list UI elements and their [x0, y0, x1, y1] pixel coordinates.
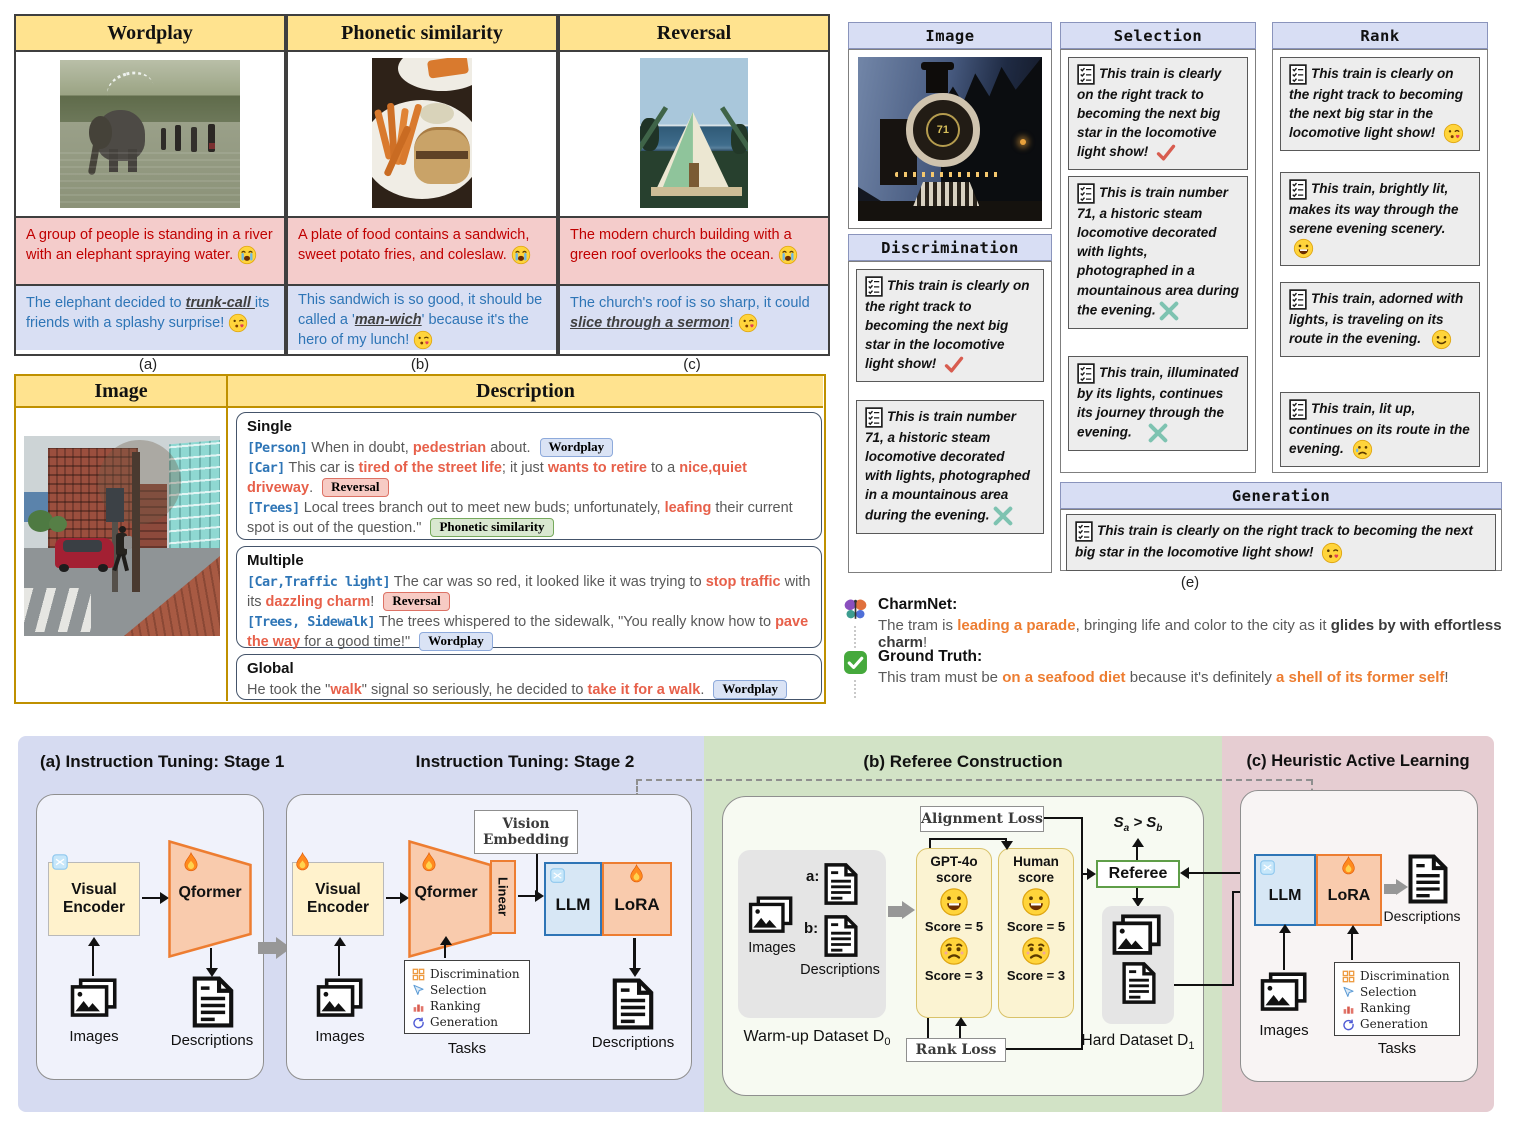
caption-box: [560, 216, 828, 284]
kiss-face-emoji: [1443, 123, 1464, 144]
rank-header: Rank: [1272, 22, 1488, 49]
arrow-line: [142, 897, 162, 899]
happy-face-emoji: [939, 887, 969, 917]
selection-header: Selection: [1060, 22, 1256, 49]
rank-item: This train is clearly on the right track to becoming the next big star in the locomotive light show!: [1280, 57, 1480, 151]
tree-trunk: [132, 452, 140, 592]
score-3-label: Score = 3: [1006, 968, 1066, 984]
selection-item: This train is clearly on the right track to becoming the next big star in the locomotive light show!: [1068, 57, 1248, 170]
bars-icon: [1342, 1002, 1355, 1015]
fire-icon: [628, 864, 645, 884]
section-title: Multiple: [247, 552, 304, 569]
worried-face-emoji: [1021, 936, 1051, 966]
water-reflections: [60, 152, 240, 208]
smokestack-cap: [921, 62, 954, 70]
active-title: (c) Heuristic Active Learning: [1246, 752, 1470, 770]
task-selection: Selection: [1342, 984, 1452, 1000]
description-b-doc-icon: [824, 914, 858, 958]
llm-node: LLM: [544, 862, 602, 936]
lora-node-al: LoRA: [1316, 854, 1382, 926]
coleslaw: [420, 103, 454, 124]
lora-node: LoRA: [602, 862, 672, 936]
linear-node: Linear: [490, 860, 516, 934]
gpt-score-title: GPT-4o score: [930, 854, 978, 885]
stage1-title: (a) Instruction Tuning: Stage 1: [40, 752, 285, 771]
street-photo: [24, 436, 220, 636]
discrimination-item: This is train number 71, a historic steam locomotive decorated with lights, photographed in a mountainous area during the evening.: [856, 400, 1044, 534]
section-title: Global: [247, 660, 294, 677]
person-silhouette: [161, 128, 166, 150]
arrow-line: [1351, 932, 1353, 960]
panel-label-c: (c): [683, 356, 701, 373]
rank-item: This train, lit up, continues on its route in the evening.: [1280, 392, 1480, 467]
ground-truth-label: Ground Truth:: [878, 648, 983, 665]
church-door: [689, 163, 700, 187]
dashed-connector: [636, 779, 1312, 781]
description-row: [Person] When in doubt, pedestrian about. Wordplay: [247, 438, 811, 458]
description-row: He took the "walk" signal so seriously, he decided to take it for a walk. Wordplay: [247, 680, 811, 700]
green-check-icon: [843, 650, 868, 675]
images-stack-icon: [1260, 972, 1308, 1012]
loop-to-referee-line: [1189, 872, 1247, 874]
red-shorts: [209, 143, 215, 149]
checklist-doc-icon: [1289, 64, 1307, 85]
red-check-icon: [944, 355, 964, 375]
gray-arrow: [1384, 884, 1396, 894]
caption-text: A plate of food contains a sandwich, sweet potato fries, and coleslaw.: [298, 227, 530, 263]
humor-text: The church's roof is so sharp, it could slice through a sermon!: [570, 295, 810, 331]
rank-item: This train, brightly lit, makes its way through the serene evening scenery.: [1280, 172, 1480, 266]
global-description-box: [236, 654, 822, 700]
water-spray: [103, 67, 157, 113]
vision-embedding-box: Vision Embedding: [474, 810, 578, 854]
doc-a-label: a:: [806, 868, 820, 885]
selection-item: This is train number 71, a historic steam locomotive decorated with lights, photographed in a mountainous area during the evening.: [1068, 176, 1248, 329]
car-wheel: [59, 564, 69, 572]
tasks-box: [404, 960, 530, 1034]
task-generation: Generation: [412, 1014, 522, 1030]
hard-output-line: [1174, 984, 1234, 986]
arrowhead: [629, 968, 641, 977]
multiple-description-box: [236, 546, 822, 648]
green-tree: [49, 516, 67, 532]
referee-title: (b) Referee Construction: [863, 752, 1063, 771]
task-ranking: Ranking: [412, 998, 522, 1014]
caption-text: The modern church building with a green roof overlooks the ocean.: [570, 227, 792, 263]
panel-label-a: (a): [138, 356, 158, 373]
rank-item: This train, adorned with lights, is traveling on its route in the evening.: [1280, 282, 1480, 357]
arrowhead: [1132, 838, 1144, 847]
charmnet-label: CharmNet:: [878, 596, 958, 613]
human-score-title: Human score: [1013, 854, 1059, 885]
red-check-icon: [1156, 143, 1176, 163]
foliage: [640, 196, 748, 208]
grinning-face-emoji: [1293, 238, 1314, 259]
frozen-ice-icon: [52, 854, 68, 870]
dotted-connector: [854, 626, 856, 648]
images-stack-icon: [748, 896, 794, 934]
example-panel-wordplay: [14, 14, 286, 356]
tasks-label: Tasks: [1377, 1040, 1417, 1057]
descriptions-label: Descriptions: [1383, 908, 1461, 924]
descriptions-doc-icon: [1122, 960, 1156, 1006]
grid-icon: [1342, 970, 1355, 983]
backpack: [124, 536, 132, 549]
smiling-face-emoji: [1431, 329, 1452, 350]
checklist-doc-icon: [1077, 64, 1095, 85]
arrowhead: [206, 968, 218, 977]
pedestrian-head: [119, 526, 126, 533]
arrow-line: [210, 948, 212, 970]
street-lamp-glow: [1020, 139, 1026, 145]
discrimination-header: Discrimination: [848, 234, 1052, 261]
score-5-label: Score = 5: [924, 919, 984, 935]
gray-arrowhead: [902, 901, 915, 919]
images-stack-icon: [1112, 914, 1162, 956]
loss-line: [959, 1024, 961, 1038]
description-row: [Trees, Sidewalk] The trees whispered to the sidewalk, "You really know how to pave the way for a good time!" Wordplay: [247, 613, 809, 650]
arrow-line: [1283, 930, 1285, 970]
gpt4o-score-box: [916, 848, 992, 1018]
generation-header: Generation: [1060, 482, 1502, 509]
sad-tear-face-emoji: [1352, 439, 1373, 460]
stage2-title: Instruction Tuning: Stage 2: [415, 752, 635, 771]
humor-box: [560, 284, 828, 350]
cursor-icon: [412, 984, 425, 997]
description-table: [14, 374, 826, 704]
kiss-face-emoji: [738, 313, 758, 333]
church-photo: [640, 58, 748, 208]
arrowhead: [1001, 841, 1013, 850]
train-number-plate: 71: [926, 113, 960, 147]
images-label: Images: [69, 1028, 119, 1045]
panel-title: Wordplay: [16, 16, 284, 52]
panel-label-e: (e): [1180, 574, 1200, 591]
table-header-image: Image: [16, 376, 228, 408]
kiss-face-emoji: [413, 330, 433, 350]
loss-trunk-line: [1081, 817, 1083, 1050]
sandwich-filling: [416, 151, 468, 159]
task-discrimination: Discrimination: [412, 966, 522, 982]
section-title: Single: [247, 418, 293, 435]
tasks-box-al: [1334, 962, 1460, 1036]
images-stack-icon: [70, 978, 118, 1018]
descriptions-label: Descriptions: [170, 1032, 254, 1049]
hard-output-line: [1232, 892, 1234, 986]
arrow-line: [633, 938, 636, 970]
arrowhead: [1347, 925, 1359, 934]
gray-arrowhead: [1396, 879, 1408, 895]
tasks-label: Tasks: [447, 1040, 487, 1057]
kiss-face-emoji: [1321, 542, 1343, 564]
humor-box: [16, 284, 284, 350]
image-column-header: Image: [848, 22, 1052, 49]
selection-item: This train, illuminated by its lights, continues its journey through the evening.: [1068, 356, 1248, 451]
train-photo: [858, 57, 1042, 221]
worried-face-emoji: [939, 936, 969, 966]
example-panel-phonetic: [286, 14, 558, 356]
cursor-icon: [1342, 986, 1355, 999]
loudly-crying-face-emoji: [511, 245, 531, 265]
hard-dataset-label: Hard Dataset $D_1$: [1081, 1032, 1195, 1053]
checklist-doc-icon: [1077, 183, 1095, 204]
sandwich-photo-frame: [288, 52, 556, 216]
gray-arrow: [888, 906, 902, 917]
human-score-box: [998, 848, 1074, 1018]
single-description-box: [236, 412, 822, 540]
example-panel-reversal: [558, 14, 830, 356]
fire-icon: [420, 852, 438, 873]
caption-text: A group of people is standing in a river with an elephant spraying water.: [26, 227, 273, 263]
panel-title: Phonetic similarity: [288, 16, 556, 52]
arrow-line: [338, 944, 340, 976]
score-3-label: Score = 3: [924, 968, 984, 984]
loss-line: [929, 838, 1007, 840]
arrowhead: [1279, 924, 1291, 933]
description-row: [Car] This car is tired of the street life; it just wants to retire to a nice,quiet driveway. Reversal: [247, 459, 747, 496]
llm-node-al: LLM: [1254, 854, 1316, 926]
teal-cross-icon: [1147, 422, 1169, 444]
images-label: Images: [748, 940, 796, 956]
teal-cross-icon: [1158, 300, 1180, 322]
generation-item: This train is clearly on the right track to becoming the next big star in the locomotive light show!: [1066, 514, 1496, 571]
crosswalk: [24, 588, 91, 632]
humor-text: This sandwich is so good, it should be called a 'man-wich' because it's the hero of my lunch!: [298, 292, 543, 348]
checklist-doc-icon: [1075, 521, 1093, 542]
visual-encoder-node-2: Visual Encoder: [292, 862, 384, 936]
caption-box: [16, 216, 284, 284]
arrow-line: [92, 944, 94, 976]
task-generation: Generation: [1342, 1016, 1452, 1032]
church-photo-frame: [560, 52, 828, 216]
checklist-doc-icon: [865, 407, 883, 428]
descriptions-label: Descriptions: [800, 962, 880, 978]
descriptions-doc-icon: [612, 978, 654, 1030]
string-lights: [895, 172, 1002, 177]
task-selection: Selection: [412, 982, 522, 998]
score-5-label: Score = 5: [1006, 919, 1066, 935]
elephant-photo-frame: [16, 52, 284, 216]
teal-cross-icon: [992, 505, 1014, 527]
table-divider: [226, 408, 229, 701]
kiss-face-emoji: [228, 313, 248, 333]
alignment-loss-box: Alignment Loss: [920, 806, 1044, 832]
referee-node: Referee: [1096, 860, 1180, 888]
checklist-doc-icon: [1077, 363, 1095, 384]
descriptions-label: Descriptions: [591, 1034, 675, 1051]
butterfly-logo-icon: [842, 596, 869, 623]
loudly-crying-face-emoji: [778, 245, 798, 265]
car-windows: [63, 540, 102, 552]
qformer-label-2: Qformer: [414, 884, 478, 901]
person-silhouette: [175, 125, 181, 151]
checklist-doc-icon: [865, 276, 883, 297]
frozen-ice-icon: [550, 868, 565, 883]
caption-box: [288, 216, 556, 284]
grid-icon: [412, 968, 425, 981]
checklist-doc-icon: [1289, 289, 1307, 310]
task-ranking: Ranking: [1342, 1000, 1452, 1016]
fire-icon: [1340, 856, 1357, 876]
charmnet-output: The tram is leading a parade, bringing life and color to the city as it glides by with effortless charm!: [878, 617, 1502, 651]
arrowhead: [955, 1017, 967, 1026]
description-row: [Car,Traffic light] The car was so red, it looked like it was trying to stop traffic with its dazzling charm! Reversal: [247, 573, 811, 610]
visual-encoder-node: Visual Encoder: [48, 862, 140, 936]
score-comparison-label: $S_a > S_b$: [1113, 814, 1163, 834]
loudly-crying-face-emoji: [237, 245, 257, 265]
panel-title: Reversal: [560, 16, 828, 52]
stage-transition-arrow: [258, 942, 276, 954]
doc-b-label: b:: [804, 920, 819, 937]
humor-text: The elephant decided to trunk-call its friends with a splashy surprise!: [26, 295, 270, 331]
images-stack-icon: [316, 978, 364, 1018]
refresh-icon: [412, 1016, 425, 1029]
happy-face-emoji: [1021, 887, 1051, 917]
fire-icon: [182, 852, 200, 873]
table-header-description: Description: [228, 376, 823, 408]
rank-loss-box: Rank Loss: [906, 1038, 1006, 1062]
cowcatcher: [913, 182, 979, 207]
checklist-doc-icon: [1289, 179, 1307, 200]
loss-line: [927, 1018, 929, 1038]
arrowhead: [88, 937, 100, 946]
arrowhead: [1087, 868, 1096, 880]
images-label: Images: [1259, 1022, 1309, 1039]
person-silhouette: [191, 127, 197, 152]
elephant-photo: [60, 60, 240, 208]
task-discrimination: Discrimination: [1342, 968, 1452, 984]
refresh-icon: [1342, 1018, 1355, 1031]
dotted-connector: [854, 680, 856, 698]
bars-icon: [412, 1000, 425, 1013]
descriptions-doc-icon: [192, 976, 234, 1028]
warmup-dataset-label: Warm-up Dataset $D_0$: [743, 1028, 891, 1049]
images-label: Images: [315, 1028, 365, 1045]
qformer-label: Qformer: [178, 884, 242, 901]
description-row: [Trees] Local trees branch out to meet new buds; unfortunately, leafing their current spot is out of the question." Phonetic similarity: [247, 499, 793, 536]
arrowhead: [334, 937, 346, 946]
frozen-ice-icon: [1260, 860, 1275, 875]
arrowhead-into-referee: [1180, 867, 1189, 879]
humor-box: [288, 284, 556, 350]
traffic-light: [106, 488, 124, 522]
fire-icon: [294, 852, 311, 872]
arrowhead: [440, 936, 452, 945]
train-photo-frame: [848, 49, 1052, 229]
boiler-front: [906, 93, 980, 167]
descriptions-doc-icon: [1408, 854, 1448, 904]
description-a-doc-icon: [824, 862, 858, 906]
checklist-doc-icon: [1289, 399, 1307, 420]
discrimination-item: This train is clearly on the right track to becoming the next big star in the locomotive light show!: [856, 269, 1044, 382]
ground-truth-text: This tram must be on a seafood diet because it's definitely a shell of its former self!: [878, 669, 1449, 686]
loss-line: [1044, 817, 1082, 819]
panel-label-b: (b): [410, 356, 430, 373]
arrowhead: [535, 890, 544, 902]
sandwich-photo: [372, 58, 472, 208]
